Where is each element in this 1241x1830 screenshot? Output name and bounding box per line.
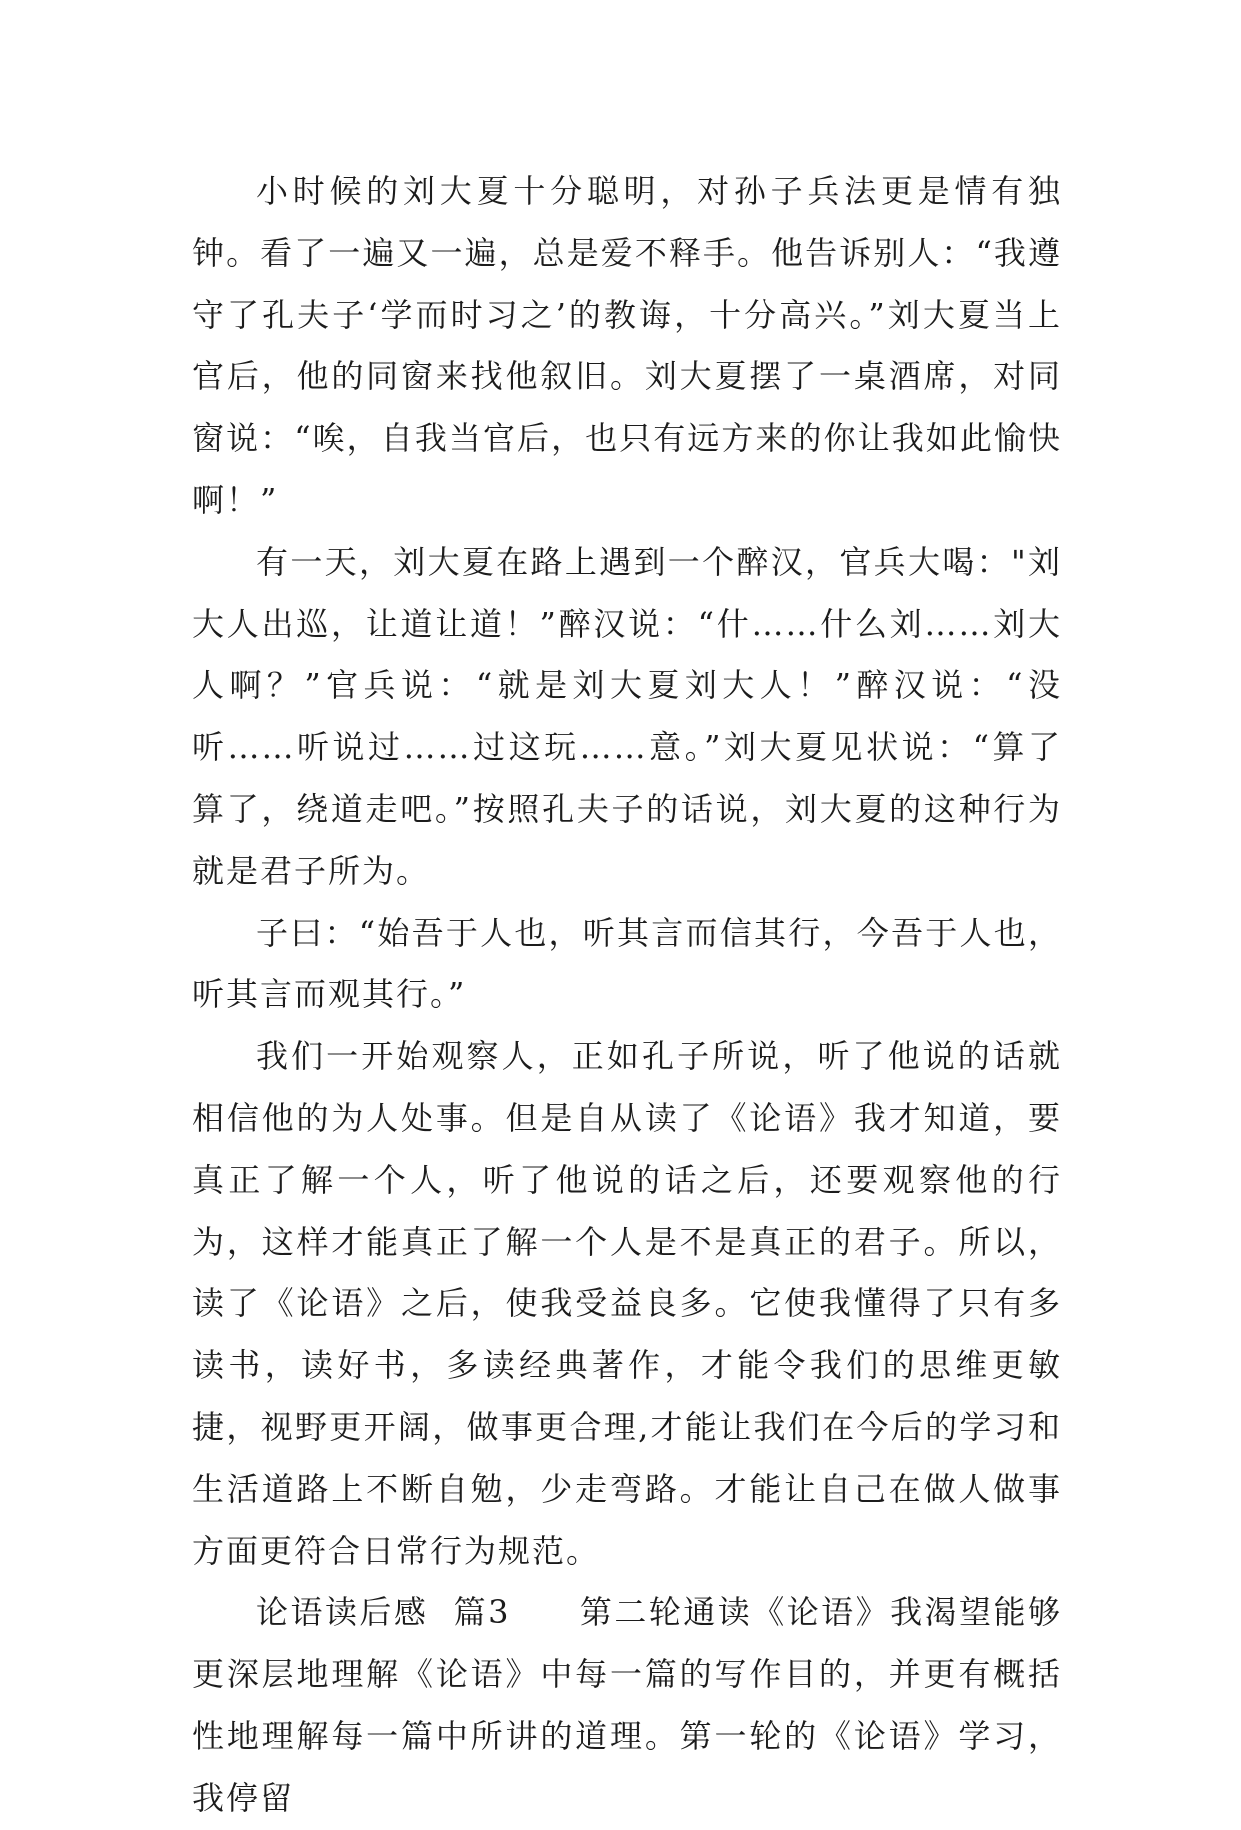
paragraph-reflection: 我们一开始观察人，正如孔子所说，听了他说的话就相信他的为人处事。但是自从读了《论语》我才知道，要真正了解一个人，听了他说的话之后，还要观察他的行为，这样才能真正了解一个人是不是真正的君子。所以，读了《论语》之后，使我受益良多。它使我懂得了只有多读书，读好书，多读经典著作，才能令我们的思维更敏捷，视野更开阔，做事更合理,才能让我们在今后的学习和生活道路上不断自勉，少走弯路。才能让自己在做人做事方面更符合日常行为规范。 (192, 1037, 1062, 1570)
paragraph-essay-3-start: 论语读后感 篇3 第二轮通读《论语》我渴望能够更深层地理解《论语》中每一篇的写作目的，并更有概括性地理解每一篇中所讲的道理。第一轮的《论语》学习，我停留 (192, 1593, 1062, 1817)
document-body (192, 161, 1062, 1830)
paragraph-liu-daxia-childhood: 小时候的刘大夏十分聪明，对孙子兵法更是情有独钟。看了一遍又一遍，总是爱不释手。他告诉别人：“我遵守了孔夫子‘学而时习之’的教诲，十分高兴。”刘大夏当上官后，他的同窗来找他叙旧。刘大夏摆了一桌酒席，对同窗说：“唉，自我当官后，也只有远方来的你让我如此愉快啊！” (192, 172, 1062, 519)
paragraph-confucius-quote: 子曰：“始吾于人也，听其言而信其行，今吾于人也，听其言而观其行。” (192, 913, 1062, 1014)
paragraph-drunkard-story: 有一天，刘大夏在路上遇到一个醉汉，官兵大喝："刘大人出巡，让道让道！”醉汉说：“什……什么刘……刘大人啊？”官兵说：“就是刘大夏刘大人！”醉汉说：“没听……听说过……过这玩……意。”刘大夏见状说：“算了算了，绕道走吧。”按照孔夫子的话说，刘大夏的这种行为就是君子所为。 (192, 542, 1062, 890)
